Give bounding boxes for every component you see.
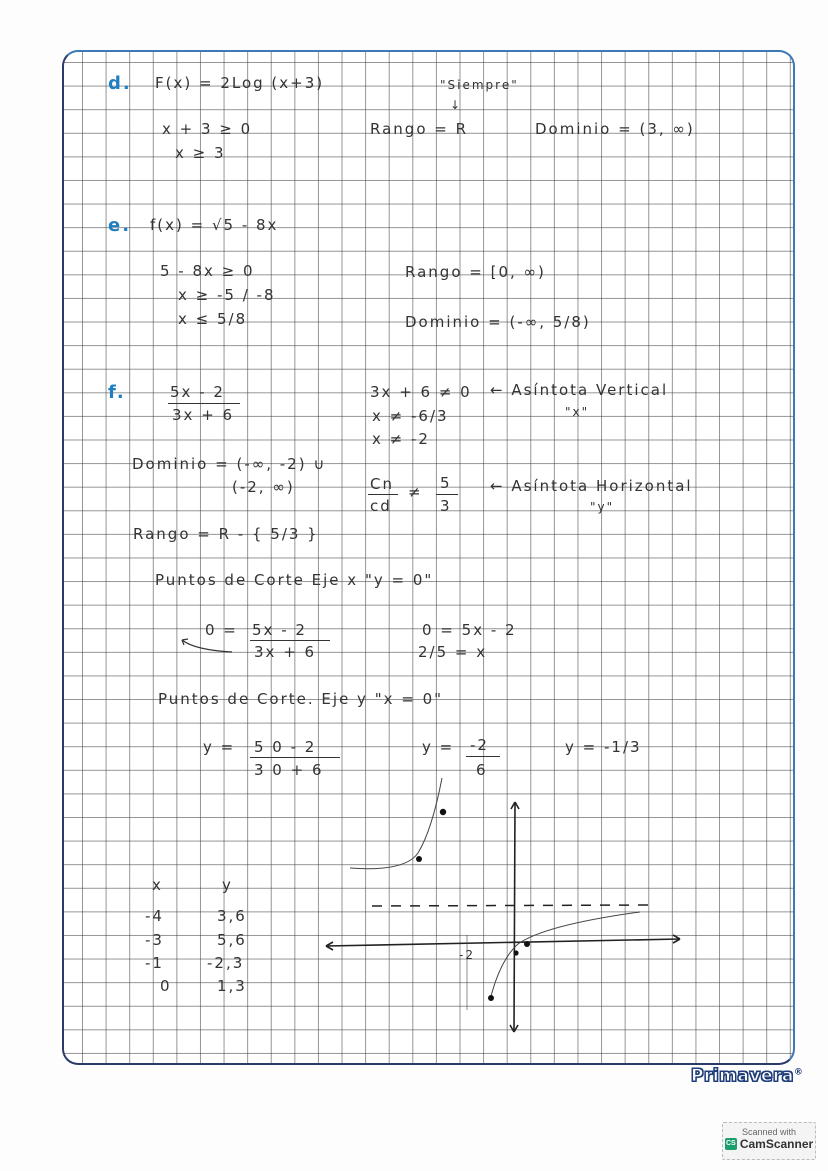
brand-name: Primavera <box>691 1066 794 1086</box>
brand-logo <box>691 1066 803 1086</box>
f-numerator: 5x - 2 <box>170 383 225 401</box>
scanner-caption: Scanned with <box>741 1127 797 1137</box>
table-cell: 3,6 <box>217 907 247 925</box>
cut-y-result: y = -1/3 <box>565 738 642 756</box>
d-step1: x + 3 ≥ 0 <box>162 120 253 138</box>
e-step2: x ≥ -5 / -8 <box>178 286 276 304</box>
cut-x-den: 3x + 6 <box>254 643 317 661</box>
camscanner-watermark <box>722 1122 816 1160</box>
va-step2: x ≠ -6/3 <box>372 407 449 425</box>
ha-label: ← Asíntota Horizontal <box>490 477 693 495</box>
ha-cd: cd <box>370 497 392 515</box>
d-range: Rango = R <box>370 120 469 138</box>
section-label-e: e. <box>108 215 132 236</box>
cut-y-den: 3 0 + 6 <box>254 761 324 779</box>
f-range: Rango = R - { 5/3 } <box>133 525 319 543</box>
cut-x-eq2: 0 = 5x - 2 <box>422 621 517 639</box>
section-label-d: d. <box>108 73 132 94</box>
note-siempre: "Siempre" <box>440 78 519 92</box>
cut-y-mid-lhs: y = <box>422 738 455 756</box>
ha-cn: Cn <box>370 475 394 493</box>
e-domain: Dominio = (-∞, 5/8) <box>405 313 591 331</box>
cut-y-mid-den: 6 <box>476 761 488 779</box>
table-cell: -4 <box>145 907 164 925</box>
table-cell: -1 <box>145 954 164 972</box>
ha-neq: ≠ <box>408 483 423 501</box>
table-cell: 1,3 <box>217 977 247 995</box>
arrow-down-icon: ↓ <box>450 98 463 112</box>
cut-y-num: 5 0 - 2 <box>254 738 317 756</box>
table-header-x: x <box>152 876 163 894</box>
table-cell: -3 <box>145 931 164 949</box>
function-e: f(x) = √5 - 8x <box>150 216 279 234</box>
function-d: F(x) = 2Log (x+3) <box>155 74 325 92</box>
table-header-y: y <box>222 876 233 894</box>
scanner-brand <box>723 1137 815 1151</box>
ha-den: 3 <box>440 497 452 515</box>
va-axis: "x" <box>565 405 590 419</box>
d-domain: Dominio = (3, ∞) <box>535 120 695 138</box>
f-domain-line1: Dominio = (-∞, -2) ∪ <box>132 455 327 473</box>
f-domain-line2: (-2, ∞) <box>232 478 295 496</box>
e-step3: x ≤ 5/8 <box>178 310 248 328</box>
camscanner-logo-icon: CS <box>725 1138 737 1150</box>
va-label: ← Asíntota Vertical <box>490 381 669 399</box>
cut-y-title: Puntos de Corte. Eje y "x = 0" <box>158 690 444 708</box>
f-denominator: 3x + 6 <box>172 406 235 424</box>
va-step3: x ≠ -2 <box>372 430 430 448</box>
ha-num: 5 <box>440 474 452 492</box>
cut-x-result: 2/5 = x <box>418 643 488 661</box>
va-step1: 3x + 6 ≠ 0 <box>370 383 472 401</box>
registered-mark: ® <box>793 1067 804 1078</box>
cut-x-num: 5x - 2 <box>252 621 307 639</box>
table-cell: 0 <box>160 977 172 995</box>
e-range: Rango = [0, ∞) <box>405 263 546 281</box>
ha-axis: "y" <box>590 500 615 514</box>
cut-x-title: Puntos de Corte Eje x "y = 0" <box>155 571 434 589</box>
scanner-name: CamScanner <box>739 1137 814 1151</box>
cut-y-mid-num: -2 <box>470 736 489 754</box>
section-label-f: f. <box>108 382 126 403</box>
cut-x-lhs: 0 = <box>205 621 238 639</box>
axis-tick-label: -2 <box>459 948 475 962</box>
d-step2: x ≥ 3 <box>175 144 226 162</box>
table-cell: 5,6 <box>217 931 247 949</box>
e-step1: 5 - 8x ≥ 0 <box>160 262 255 280</box>
cut-y-lhs: y = <box>203 738 236 756</box>
table-cell: -2,3 <box>207 954 245 972</box>
